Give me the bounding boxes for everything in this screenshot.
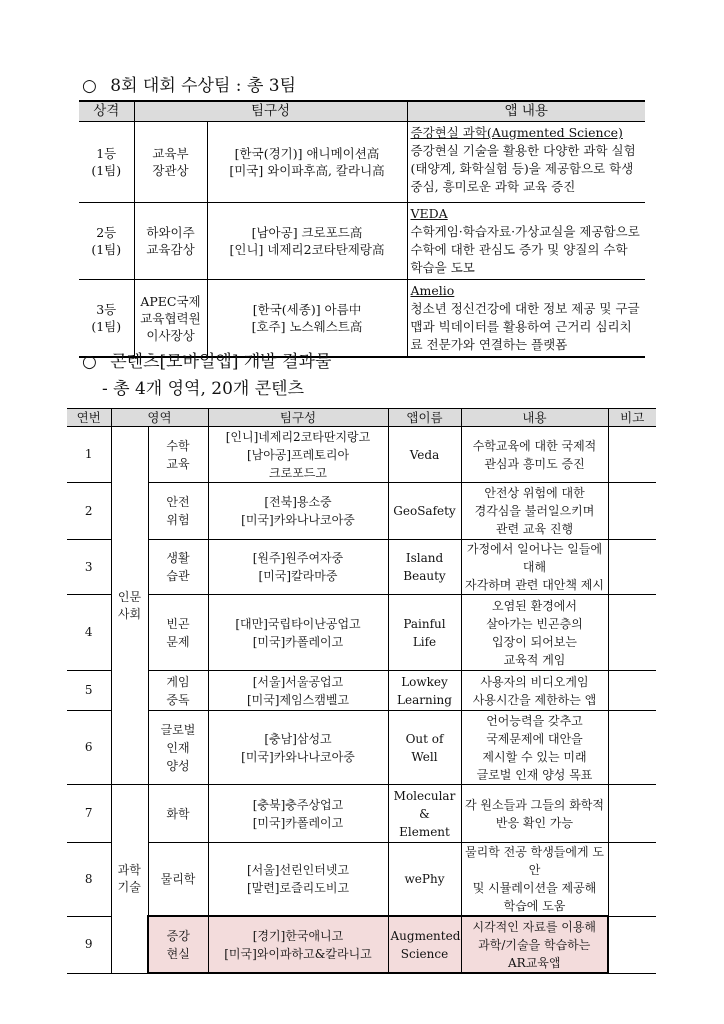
team-cell: [전북]용소중 [미국]카와나나코아중 <box>208 483 388 540</box>
section2-subtitle: - 총 4개 영역, 20개 콘텐츠 <box>102 379 304 399</box>
app-content-cell <box>407 122 645 203</box>
row-number: 8 <box>67 843 111 917</box>
header-app-content: 앱 내용 <box>407 101 645 122</box>
content-cell: 언어능력을 갖추고 국제문제에 대안을 제시할 수 있는 미래 글로벌 인재 양성 목표 <box>461 711 608 785</box>
app-name-cell: wePhy <box>388 843 461 917</box>
content-cell: 시각적인 자료를 이용해 과학/기술을 학습하는 AR교육앱 <box>461 916 608 973</box>
content-cell: 오염된 환경에서 살아가는 빈곤층의 입장이 되어보는 교육적 게임 <box>461 595 608 671</box>
app-name-cell: Molecular & Element <box>388 785 461 843</box>
app-name: 증강현실 과학(Augmented Science) <box>410 125 623 140</box>
rank-cell: 1등 (1팀) <box>79 122 134 203</box>
app-name-cell: GeoSafety <box>388 483 461 540</box>
team-cell: [인니]네제리2코타딴지랑고 [남아공]프레토리아 크로포드고 <box>208 427 388 483</box>
award-cell: APEC국제 교육협력원 이사장상 <box>134 280 207 358</box>
award-row-2 <box>79 203 645 280</box>
content-results-table <box>67 408 656 974</box>
content-table-header <box>67 409 656 427</box>
rank-cell: 3등 (1팀) <box>79 280 134 358</box>
row-number: 3 <box>67 540 111 595</box>
table-row <box>67 595 656 671</box>
group-science: 과학 기술 <box>111 785 148 974</box>
team-cell: [경기]한국애니고 [미국]와이파하고&칼라니고 <box>208 916 388 973</box>
app-description: 증강현실 기술을 활용한 다양한 과학 실험(태양계, 화학실험 등)을 제공함으로 학생중심, 흥미로운 과학 교육 증진 <box>410 143 636 194</box>
area-cell: 화학 <box>148 785 208 843</box>
section2-heading <box>82 347 331 372</box>
table-row-highlighted <box>67 916 656 973</box>
content-cell: 물리학 전공 학생들에게 도안 및 시뮬레이션을 제공해 학습에 도움 <box>461 843 608 917</box>
area-cell: 글로벌 인재 양성 <box>148 711 208 785</box>
note-cell <box>608 711 656 785</box>
app-name-cell: Augmented Science <box>388 916 461 973</box>
area-cell: 빈곤 문제 <box>148 595 208 671</box>
note-cell <box>608 483 656 540</box>
app-name-cell: Island Beauty <box>388 540 461 595</box>
app-name-cell: Veda <box>388 427 461 483</box>
area-cell: 물리학 <box>148 843 208 917</box>
team-cell: [한국(경기)] 애니메이션高 [미국] 와이파후高, 칼라니高 <box>207 122 407 203</box>
content-cell: 수학교육에 대한 국제적 관심과 흥미도 증진 <box>461 427 608 483</box>
app-description: 청소년 정신건강에 대한 정보 제공 및 구글맵과 빅데이터를 활용하여 근거리 심리치료 전문가와 연결하는 플랫폼 <box>410 301 640 352</box>
row-number: 4 <box>67 595 111 671</box>
app-content-cell <box>407 280 645 358</box>
header-app-name: 앱이름 <box>388 409 461 427</box>
header-team: 팀구성 <box>208 409 388 427</box>
table-row <box>67 427 656 483</box>
app-name: Amelio <box>410 283 455 298</box>
header-note: 비고 <box>608 409 656 427</box>
row-number: 5 <box>67 671 111 711</box>
header-team: 팀구성 <box>134 101 407 122</box>
content-cell: 안전상 위험에 대한 경각심을 불러일으키며 관련 교육 진행 <box>461 483 608 540</box>
content-cell: 사용자의 비디오게임 사용시간을 제한하는 앱 <box>461 671 608 711</box>
app-description: 수학게임·학습자료·가상교실을 제공함으로 수학에 대한 관심도 증가 및 양질의 수학 학습을 도모 <box>410 224 640 275</box>
app-name-cell: Out of Well <box>388 711 461 785</box>
table-row <box>67 540 656 595</box>
note-cell <box>608 785 656 843</box>
table-row <box>67 483 656 540</box>
award-row-3 <box>79 280 645 358</box>
area-cell: 생활 습관 <box>148 540 208 595</box>
award-winners-table <box>79 100 645 358</box>
header-rank: 상격 <box>79 101 134 122</box>
header-no: 연번 <box>67 409 111 427</box>
note-cell <box>608 427 656 483</box>
section2-title: 콘텐츠[모바일앱] 개발 결과물 <box>110 352 332 372</box>
team-cell: [원주]원주여자중 [미국]칼라마중 <box>208 540 388 595</box>
row-number: 6 <box>67 711 111 785</box>
award-cell: 하와이주 교육감상 <box>134 203 207 280</box>
area-cell: 증강 현실 <box>148 916 208 973</box>
row-number: 1 <box>67 427 111 483</box>
note-cell <box>608 595 656 671</box>
team-cell: [한국(세종)] 아름中 [호주] 노스웨스트高 <box>207 280 407 358</box>
table-row <box>67 671 656 711</box>
app-name: VEDA <box>410 206 448 221</box>
note-cell <box>608 916 656 973</box>
note-cell <box>608 540 656 595</box>
header-area: 영역 <box>111 409 208 427</box>
team-cell: [남아공] 크로포드高 [인니] 네제리2코타탄제랑高 <box>207 203 407 280</box>
section1-heading <box>82 71 296 96</box>
team-cell: [서울]선린인터넷고 [말련]로즐리도비고 <box>208 843 388 917</box>
content-cell: 가정에서 일어나는 일들에 대해 자각하며 관련 대안책 제시 <box>461 540 608 595</box>
award-row-1 <box>79 122 645 203</box>
content-cell: 각 원소들과 그들의 화학적 반응 확인 가능 <box>461 785 608 843</box>
note-cell <box>608 671 656 711</box>
team-cell: [대만]국립타이난공업고 [미국]카폴레이고 <box>208 595 388 671</box>
row-number: 2 <box>67 483 111 540</box>
row-number: 9 <box>67 916 111 973</box>
group-humanities: 인문 사회 <box>111 427 148 785</box>
note-cell <box>608 843 656 917</box>
row-number: 7 <box>67 785 111 843</box>
team-cell: [충남]삼성고 [미국]카와나나코아중 <box>208 711 388 785</box>
header-content: 내용 <box>461 409 608 427</box>
table-row <box>67 843 656 917</box>
table-row <box>67 711 656 785</box>
area-cell: 게임 중독 <box>148 671 208 711</box>
table-row <box>67 785 656 843</box>
rank-cell: 2등 (1팀) <box>79 203 134 280</box>
app-name-cell: Lowkey Learning <box>388 671 461 711</box>
award-table-header <box>79 101 645 122</box>
area-cell: 안전 위험 <box>148 483 208 540</box>
team-cell: [서울]서울공업고 [미국]제임스캠벨고 <box>208 671 388 711</box>
section1-bullet: ○ <box>82 76 97 96</box>
section1-title: 8회 대회 수상팀 : 총 3팀 <box>110 76 297 96</box>
section2-bullet: ○ <box>82 352 97 372</box>
award-cell: 교육부 장관상 <box>134 122 207 203</box>
app-content-cell <box>407 203 645 280</box>
team-cell: [충북]충주상업고 [미국]카폴레이고 <box>208 785 388 843</box>
area-cell: 수학 교육 <box>148 427 208 483</box>
app-name-cell: Painful Life <box>388 595 461 671</box>
